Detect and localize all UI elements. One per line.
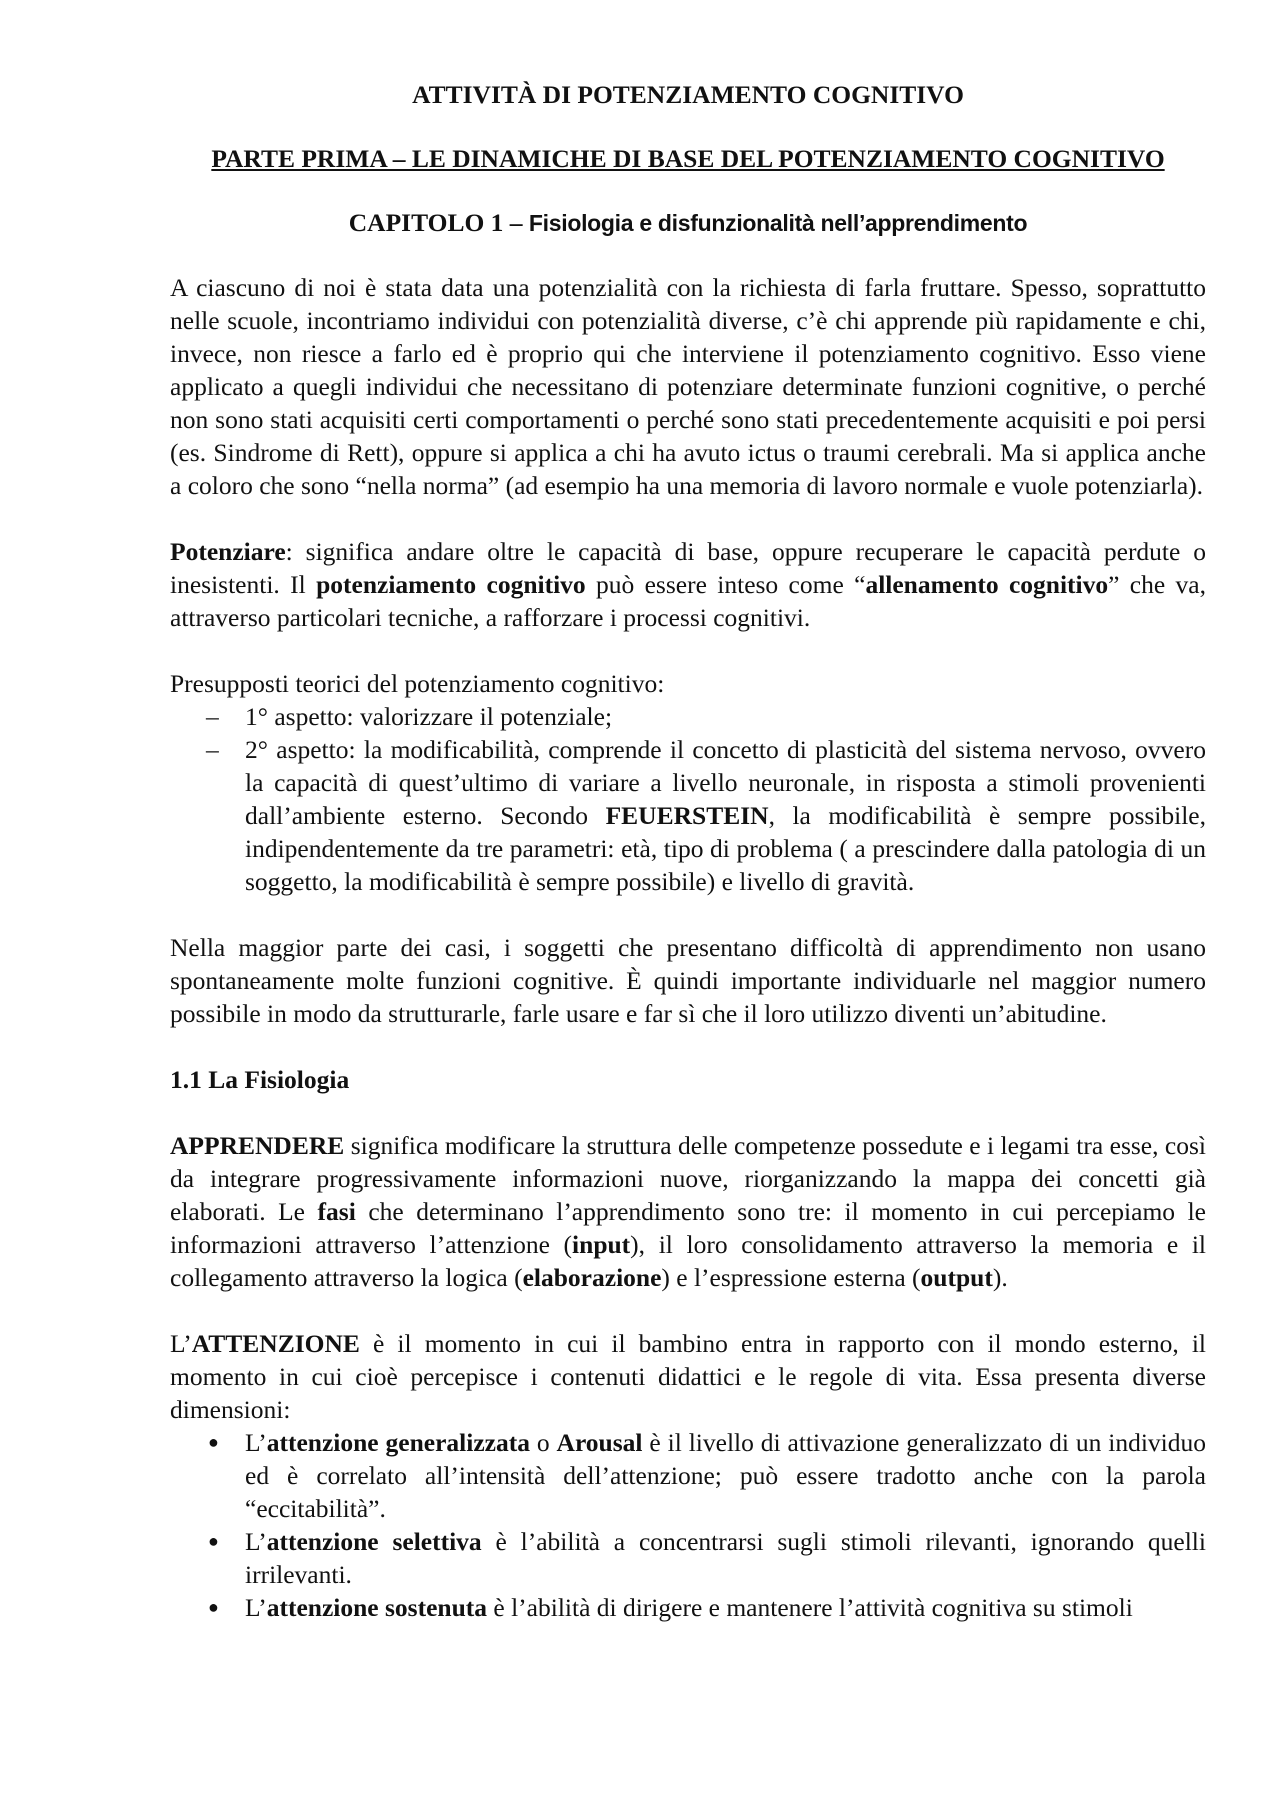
potenziare-text-3: ” che va, attraverso particolari tecniche, a rafforzare i processi cognitivi.	[170, 570, 1206, 632]
apprendere-text-2: che determinano l’apprendimento sono tre: il momento in cui percepiamo le informazioni attraverso l’attenzione (	[170, 1197, 1206, 1259]
item-connector: o	[529, 1428, 557, 1457]
item-text: è il livello di attivazione generalizzato di un individuo ed è correlato all’intensità dell’attenzione; può essere tradotto anche con la parola “eccitabilità”.	[245, 1428, 1206, 1523]
attenzione-selettiva-term: attenzione selettiva	[266, 1527, 482, 1556]
elaborazione-term: elaborazione	[522, 1263, 662, 1292]
chapter-subtitle: Fisiologia e disfunzionalità nell’apprendimento	[528, 210, 1028, 236]
item-text: è l’abilità di dirigere e mantenere l’attività cognitiva su stimoli	[487, 1593, 1133, 1622]
feuerstein-term: FEUERSTEIN	[605, 801, 769, 830]
arousal-term: Arousal	[556, 1428, 643, 1457]
potenziare-term: Potenziare	[170, 537, 286, 566]
presupposti-intro: Presupposti teorici del potenziamento cognitivo:	[170, 669, 665, 698]
presupposto-2-text-end: , la modificabilità è sempre possibile, indipendentemente da tre parametri: età, tipo di problema ( a prescindere dalla patologia di un soggetto, la modificabilità è sempre possibile) e livello di gravità.	[245, 801, 1206, 896]
attenzione-text: è il momento in cui il bambino entra in rapporto con il mondo esterno, il momento in cui cioè percepisce i contenuti didattici e le regole di vita. Essa presenta diverse dimensioni:	[170, 1329, 1206, 1424]
section-heading: 1.1 La Fisiologia	[170, 1065, 350, 1094]
bullet-icon: ●	[208, 1531, 219, 1551]
potenziare-paragraph	[170, 535, 1206, 634]
apprendere-text-5: ).	[992, 1263, 1008, 1292]
chapter-number: CAPITOLO 1 –	[348, 208, 529, 237]
dash-marker: –	[206, 702, 219, 731]
attenzione-prefix: L’	[170, 1329, 192, 1358]
bullet-icon: ●	[208, 1597, 219, 1617]
attenzione-list	[170, 1426, 1206, 1624]
attenzione-paragraph	[170, 1327, 1206, 1426]
difficolta-paragraph: Nella maggior parte dei casi, i soggetti che presentano difficoltà di apprendimento non usano spontaneamente molte funzioni cognitive. È quindi importante individuarle nel maggior numero possibile in modo da strutturarle, farle usare e far sì che il loro utilizzo diventi un’abitudine.	[170, 933, 1206, 1028]
document-title: ATTIVITÀ DI POTENZIAMENTO COGNITIVO	[412, 80, 964, 109]
dash-marker: –	[206, 735, 219, 764]
presupposto-1: 1° aspetto: valorizzare il potenziale;	[245, 702, 613, 731]
item-prefix: L’	[245, 1428, 267, 1457]
chapter-title	[170, 206, 1206, 240]
apprendere-text-4: ) e l’espressione esterna (	[661, 1263, 921, 1292]
part-title: PARTE PRIMA – LE DINAMICHE DI BASE DEL POTENZIAMENTO COGNITIVO	[211, 144, 1165, 173]
list-item	[170, 1426, 1206, 1525]
potenziamento-cognitivo-term: potenziamento cognitivo	[316, 570, 586, 599]
list-item	[170, 733, 1206, 898]
apprendere-text-1: significa modificare la struttura delle competenze possedute e i legami tra esse, così da integrare progressivamente informazioni nuove, riorganizzando la mappa dei concetti già elaborati. Le	[170, 1131, 1206, 1226]
item-text: è l’abilità a concentrarsi sugli stimoli rilevanti, ignorando quelli irrilevanti.	[245, 1527, 1206, 1589]
attenzione-term: ATTENZIONE	[191, 1329, 360, 1358]
output-term: output	[920, 1263, 993, 1292]
list-item	[170, 1591, 1206, 1624]
list-item	[170, 1525, 1206, 1591]
potenziare-text-1: : significa andare oltre le capacità di base, oppure recuperare le capacità perdute o inesistenti. Il	[170, 537, 1206, 599]
allenamento-cognitivo-term: allenamento cognitivo	[865, 570, 1109, 599]
apprendere-paragraph	[170, 1129, 1206, 1294]
item-prefix: L’	[245, 1527, 267, 1556]
fasi-term: fasi	[317, 1197, 356, 1226]
intro-paragraph: A ciascuno di noi è stata data una potenzialità con la richiesta di farla fruttare. Spesso, soprattutto nelle scuole, incontriamo individui con potenzialità diverse, c’è chi apprende più rapidamente e chi, invece, non riesce a farlo ed è proprio qui che interviene il potenziamento cognitivo. Esso viene applicato a quegli individui che necessitano di potenziare determinate funzioni cognitive, o perché non sono stati acquisiti certi comportamenti o perché sono stati precedentemente acquisiti e poi persi (es. Sindrome di Rett), oppure si applica a chi ha avuto ictus o traumi cerebrali. Ma si applica anche a coloro che sono “nella norma” (ad esempio ha una memoria di lavoro normale e vuole potenziarla).	[170, 273, 1206, 500]
apprendere-text-3: ), il loro consolidamento attraverso la memoria e il collegamento attraverso la logica (	[170, 1230, 1206, 1292]
document-page	[170, 78, 1206, 1657]
bullet-icon: ●	[208, 1432, 219, 1452]
attenzione-generalizzata-term: attenzione generalizzata	[266, 1428, 530, 1457]
presupposto-2-text: 2° aspetto: la modificabilità, comprende il concetto di plasticità del sistema nervoso, ovvero la capacità di quest’ultimo di variare a livello neuronale, in risposta a stimoli provenienti dall’ambiente esterno. Secondo	[245, 735, 1206, 830]
attenzione-sostenuta-term: attenzione sostenuta	[266, 1593, 488, 1622]
item-prefix: L’	[245, 1593, 267, 1622]
apprendere-term: APPRENDERE	[170, 1131, 345, 1160]
list-item	[170, 700, 1206, 733]
presupposti-list	[170, 700, 1206, 898]
input-term: input	[572, 1230, 631, 1259]
potenziare-text-2: può essere inteso come “	[585, 570, 866, 599]
